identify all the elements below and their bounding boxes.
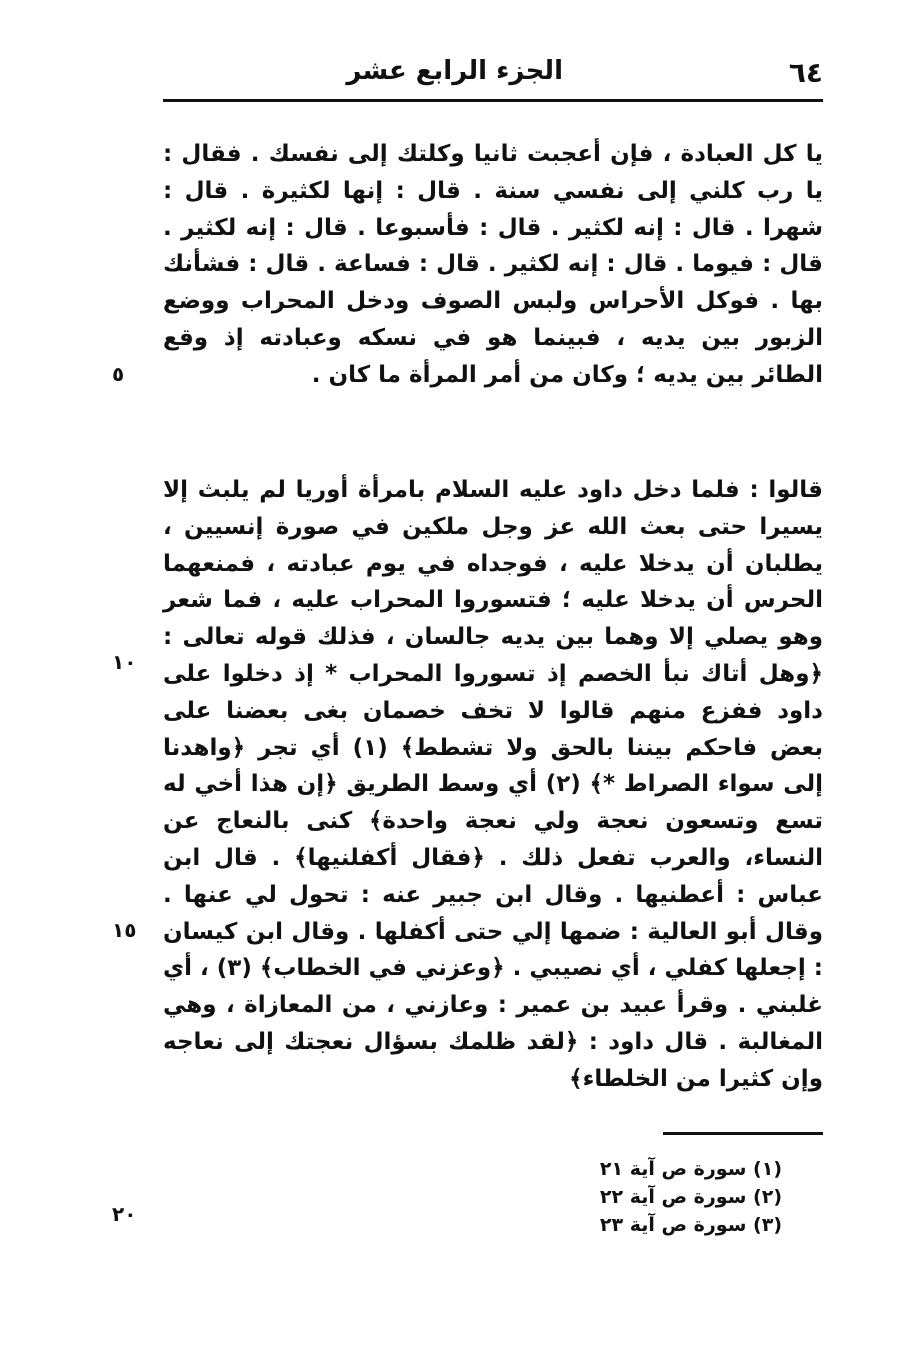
footnote-rule xyxy=(663,1132,823,1135)
paragraph-1: يا كل العبادة ، فإن أعجبت ثانيا وكلتك إلى نفسك . فقال : يا رب كلني إلى نفسي سنة . قال : إنها لكثيرة . قال : شهرا . قال : إنه لكثير . قال : فأسبوعا . قال : إنه لكثير . قال : فيوما . قال : إنه لكثير . قال : فساعة . قال : فشأنك بها . فوكل الأحراس ولبس الصوف ودخل المحراب ووضع الزبور بين يديه ، فبينما هو في نسكه وعبادته إذ وقع الطائر بين يديه ؛ وكان من أمر المرأة ما كان . xyxy=(163,141,823,388)
line-number-15: ١٥ xyxy=(112,918,137,942)
paragraph-2: قالوا : فلما دخل داود عليه السلام بامرأة أوريا لم يلبث إلا يسيرا حتى بعث الله عز وجل ملكين في صورة إنسيين ، يطلبان أن يدخلا عليه ، فوجداه في يوم عبادته ، فمنعهما الحرس أن يدخلا عليه ؛ فتسوروا المحراب عليه ، فما شعر وهو يصلي إلا وهما بين يديه جالسان ، فذلك قوله تعالى : ﴿وهل أتاك نبأ الخصم إذ تسوروا المحراب * إذ دخلوا على داود ففزع منهم قالوا لا تخف خصمان بغى بعضنا على بعض فاحكم بيننا بالحق ولا تشطط﴾ (١) أي تجر ﴿واهدنا إلى سواء الصراط *﴾ (٢) أي وسط الطريق ﴿إن هذا أخي له تسع وتسعون نعجة ولي نعجة واحدة﴾ كنى بالنعاج عن النساء، والعرب تفعل ذلك . ﴿فقال أكفلنيها﴾ . قال ابن عباس : أعطنيها . وقال ابن جبير عنه : تحول لي عنها . وقال أبو العالية : ضمها إلي حتى أكفلها . وقال ابن كيسان : إجعلها كفلي ، أي نصيبي . ﴿وعزني في الخطاب﴾ (٣) ، أي غلبني . وقرأ عبيد بن عمير : وعازني ، من المعازاة ، وهي المغالبة . قال داود : ﴿لقد ظلمك بسؤال نعجتك إلى نعاجه وإن كثيرا من الخلطاء﴾ xyxy=(163,477,824,1092)
line-number-20: ٢٠ xyxy=(112,1202,137,1226)
running-title: الجزء الرابع عشر xyxy=(346,56,563,86)
footnote-1: (١) سورة ص آية ٢١ xyxy=(599,1158,782,1180)
footnote-3: (٣) سورة ص آية ٢٣ xyxy=(599,1214,782,1236)
page-header xyxy=(163,50,823,96)
line-number-10: ١٠ xyxy=(112,650,137,674)
line-number-5: ٥ xyxy=(112,362,125,386)
page-number: ٦٤ xyxy=(788,56,823,89)
header-rule xyxy=(163,99,823,102)
footnote-2: (٢) سورة ص آية ٢٢ xyxy=(599,1186,782,1208)
footnotes xyxy=(582,1158,782,1242)
